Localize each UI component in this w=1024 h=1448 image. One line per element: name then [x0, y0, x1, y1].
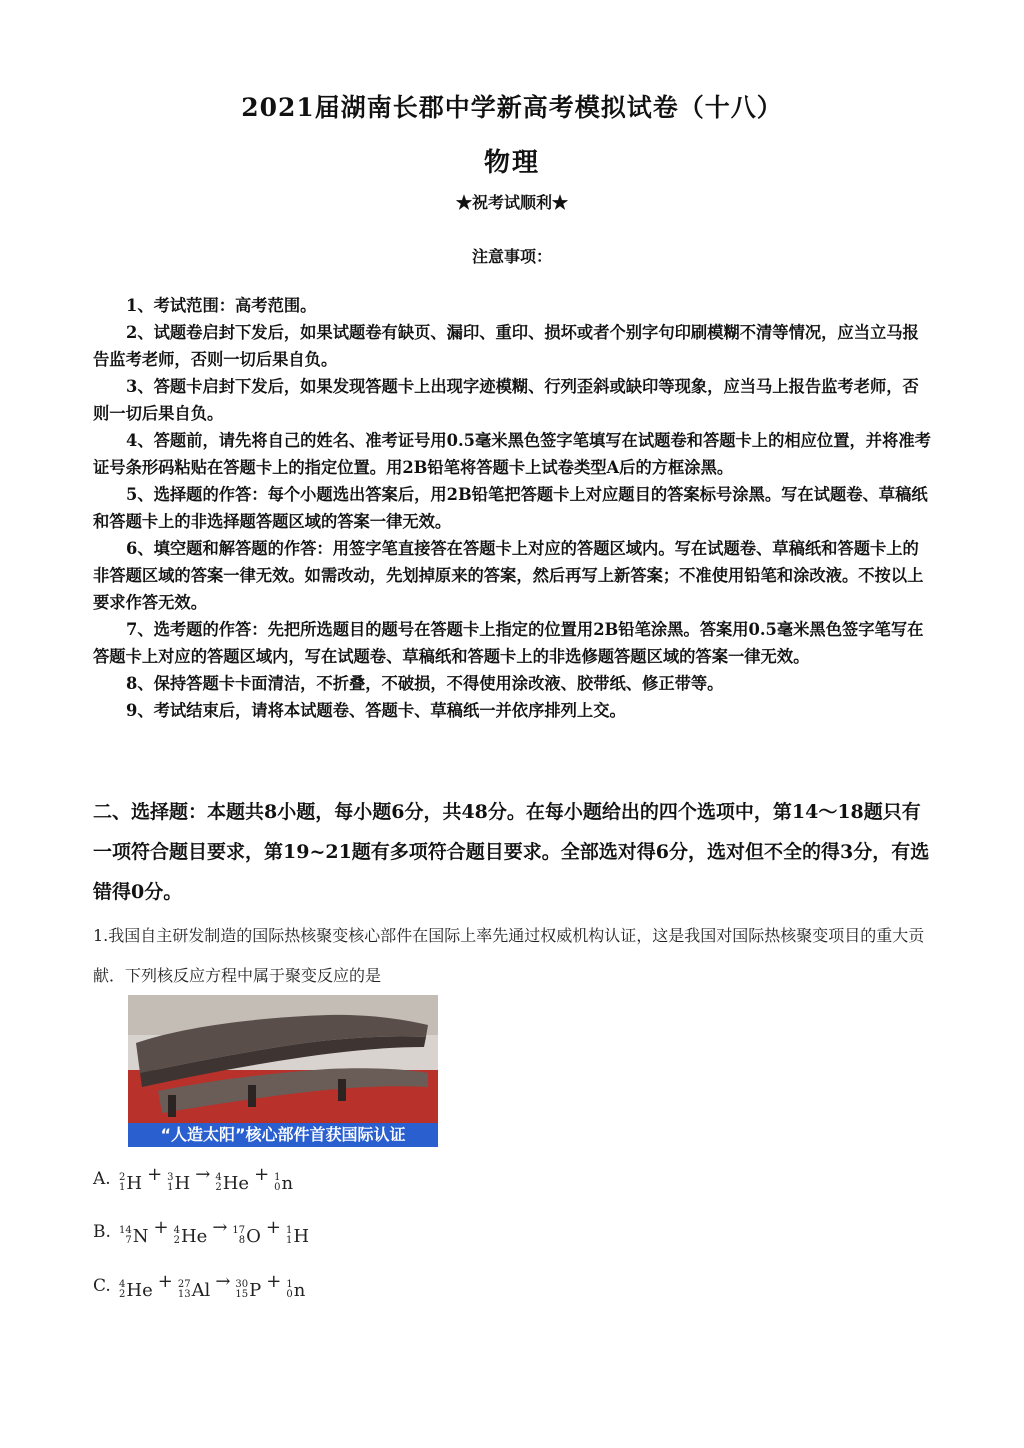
element-symbol: O — [246, 1225, 261, 1247]
equation-operator: → — [195, 1164, 211, 1185]
atomic-number: 7 — [125, 1235, 132, 1246]
option-c[interactable] — [93, 1271, 305, 1301]
equation-operator: + — [147, 1164, 163, 1185]
equation-operator: → — [212, 1217, 228, 1238]
isotope — [232, 1226, 261, 1247]
element-symbol: n — [281, 1172, 294, 1194]
notice-item: 2、试题卷启封下发后，如果试题卷有缺页、漏印、重印、损坏或者个别字句印刷模糊不清等情况，应当立马报告监考老师，否则一切后果自负。 — [93, 323, 919, 369]
isotope — [286, 1226, 309, 1247]
equation-operator: + — [266, 1271, 282, 1292]
equation-operator: + — [254, 1164, 270, 1185]
atomic-number: 15 — [235, 1289, 249, 1300]
isotope — [286, 1280, 305, 1301]
element-symbol: H — [174, 1172, 191, 1194]
question-1 — [93, 916, 933, 996]
notice-item: 4、答题前，请先将自己的姓名、准考证号用0.5毫米黑色签字笔填写在试题卷和答题卡上的相应位置，并将准考证号条形码粘贴在答题卡上的指定位置。用2B铅笔将答题卡上试卷类型A后的方框涂黑。 — [93, 431, 931, 477]
atomic-number: 13 — [177, 1289, 191, 1300]
element-symbol: He — [126, 1279, 153, 1301]
isotope — [215, 1173, 249, 1194]
element-symbol: N — [132, 1225, 149, 1247]
mass-number: 1 — [274, 1172, 281, 1183]
mass-number: 4 — [173, 1225, 180, 1236]
mass-number: 2 — [119, 1172, 126, 1183]
isotope — [167, 1173, 190, 1194]
notice-item: 7、选考题的作答：先把所选题目的题号在答题卡上指定的位置用2B铅笔涂黑。答案用0.5毫米黑色签字笔写在答题卡上对应的答题区域内，写在试题卷、草稿纸和答题卡上的非选修题答题区域的答案一律无效。 — [93, 620, 924, 666]
option-a[interactable] — [93, 1164, 293, 1194]
option-letter: C. — [93, 1275, 111, 1296]
isotope — [274, 1173, 293, 1194]
mass-number: 27 — [177, 1279, 191, 1290]
equation-operator: + — [157, 1271, 173, 1292]
atomic-number: 1 — [286, 1235, 293, 1246]
subject-title: 物理 — [483, 148, 540, 178]
element-symbol: Al — [191, 1279, 211, 1301]
section-heading — [93, 792, 933, 912]
notice-item: 8、保持答题卡卡面清洁，不折叠，不破损，不得使用涂改液、胶带纸、修正带等。 — [126, 674, 724, 693]
notice-item: 6、填空题和解答题的作答：用签字笔直接答在答题卡上对应的答题区域内。写在试题卷、草稿纸和答题卡上的非答题区域的答案一律无效。如需改动，先划掉原来的答案，然后再写上新答案；不准使用铅笔和涂改液。不按以上要求作答无效。 — [93, 539, 924, 612]
notice-item: 3、答题卡启封下发后，如果发现答题卡上出现字迹模糊、行列歪斜或缺印等现象，应当马上报告监考老师，否则一切后果自负。 — [93, 377, 919, 423]
atomic-number: 1 — [167, 1182, 174, 1193]
mass-number: 3 — [167, 1172, 174, 1183]
mass-number: 1 — [286, 1225, 293, 1236]
atomic-number: 2 — [119, 1289, 126, 1300]
isotope — [119, 1173, 142, 1194]
atomic-number: 0 — [274, 1182, 281, 1193]
mass-number: 17 — [232, 1225, 246, 1236]
atomic-number: 1 — [119, 1182, 126, 1193]
isotope — [119, 1280, 153, 1301]
mass-number: 4 — [215, 1172, 222, 1183]
notice-list — [93, 292, 933, 724]
mass-number: 30 — [235, 1279, 249, 1290]
atomic-number: 8 — [238, 1235, 246, 1246]
atomic-number: 2 — [173, 1235, 180, 1246]
notice-item: 9、考试结束后，请将本试题卷、答题卡、草稿纸一并依序排列上交。 — [126, 701, 626, 720]
element-symbol: P — [249, 1279, 262, 1301]
section-instructions: 二、选择题：本题共8小题，每小题6分，共48分。在每小题给出的四个选项中，第14～18题只有一项符合题目要求，第19~21题有多项符合题目要求。全部选对得6分，选对但不全的得3分，有选错得0分。 — [93, 801, 930, 903]
question-text: 1.我国自主研发制造的国际热核聚变核心部件在国际上率先通过权威机构认证，这是我国对国际热核聚变项目的重大贡献．下列核反应方程中属于聚变反应的是 — [93, 926, 925, 985]
notice-item: 5、选择题的作答：每个小题选出答案后，用2B铅笔把答题卡上对应题目的答案标号涂黑。写在试题卷、草稿纸和答题卡上的非选择题答题区域的答案一律无效。 — [93, 485, 928, 531]
wish-line: ★祝考试顺利★ — [455, 193, 568, 212]
element-symbol: H — [126, 1172, 143, 1194]
exam-title: 2021届湖南长郡中学新高考模拟试卷（十八） — [241, 93, 783, 122]
notice-heading: 注意事项： — [471, 247, 552, 266]
option-letter: A. — [93, 1168, 111, 1189]
isotope — [119, 1226, 148, 1247]
atomic-number: 0 — [286, 1289, 293, 1300]
notice-item: 1、考试范围：高考范围。 — [126, 296, 317, 315]
mass-number: 4 — [119, 1279, 126, 1290]
nuclear-equation — [119, 1164, 293, 1194]
element-symbol: He — [222, 1172, 250, 1194]
option-b[interactable] — [93, 1217, 309, 1247]
element-symbol: He — [180, 1225, 208, 1247]
equation-operator: + — [153, 1217, 169, 1238]
element-symbol: n — [293, 1279, 306, 1301]
mass-number: 1 — [286, 1279, 293, 1290]
isotope — [174, 1226, 208, 1247]
isotope — [235, 1280, 261, 1301]
mass-number: 14 — [119, 1225, 132, 1236]
news-photo — [128, 995, 438, 1147]
nuclear-equation — [119, 1271, 305, 1301]
atomic-number: 2 — [215, 1182, 222, 1193]
isotope — [178, 1280, 211, 1301]
nuclear-equation — [119, 1217, 309, 1247]
option-letter: B. — [93, 1221, 111, 1242]
equation-operator: → — [215, 1271, 231, 1292]
photo-caption: “人造太阳”核心部件首获国际认证 — [128, 1123, 438, 1147]
equation-operator: + — [265, 1217, 281, 1238]
element-symbol: H — [293, 1225, 310, 1247]
